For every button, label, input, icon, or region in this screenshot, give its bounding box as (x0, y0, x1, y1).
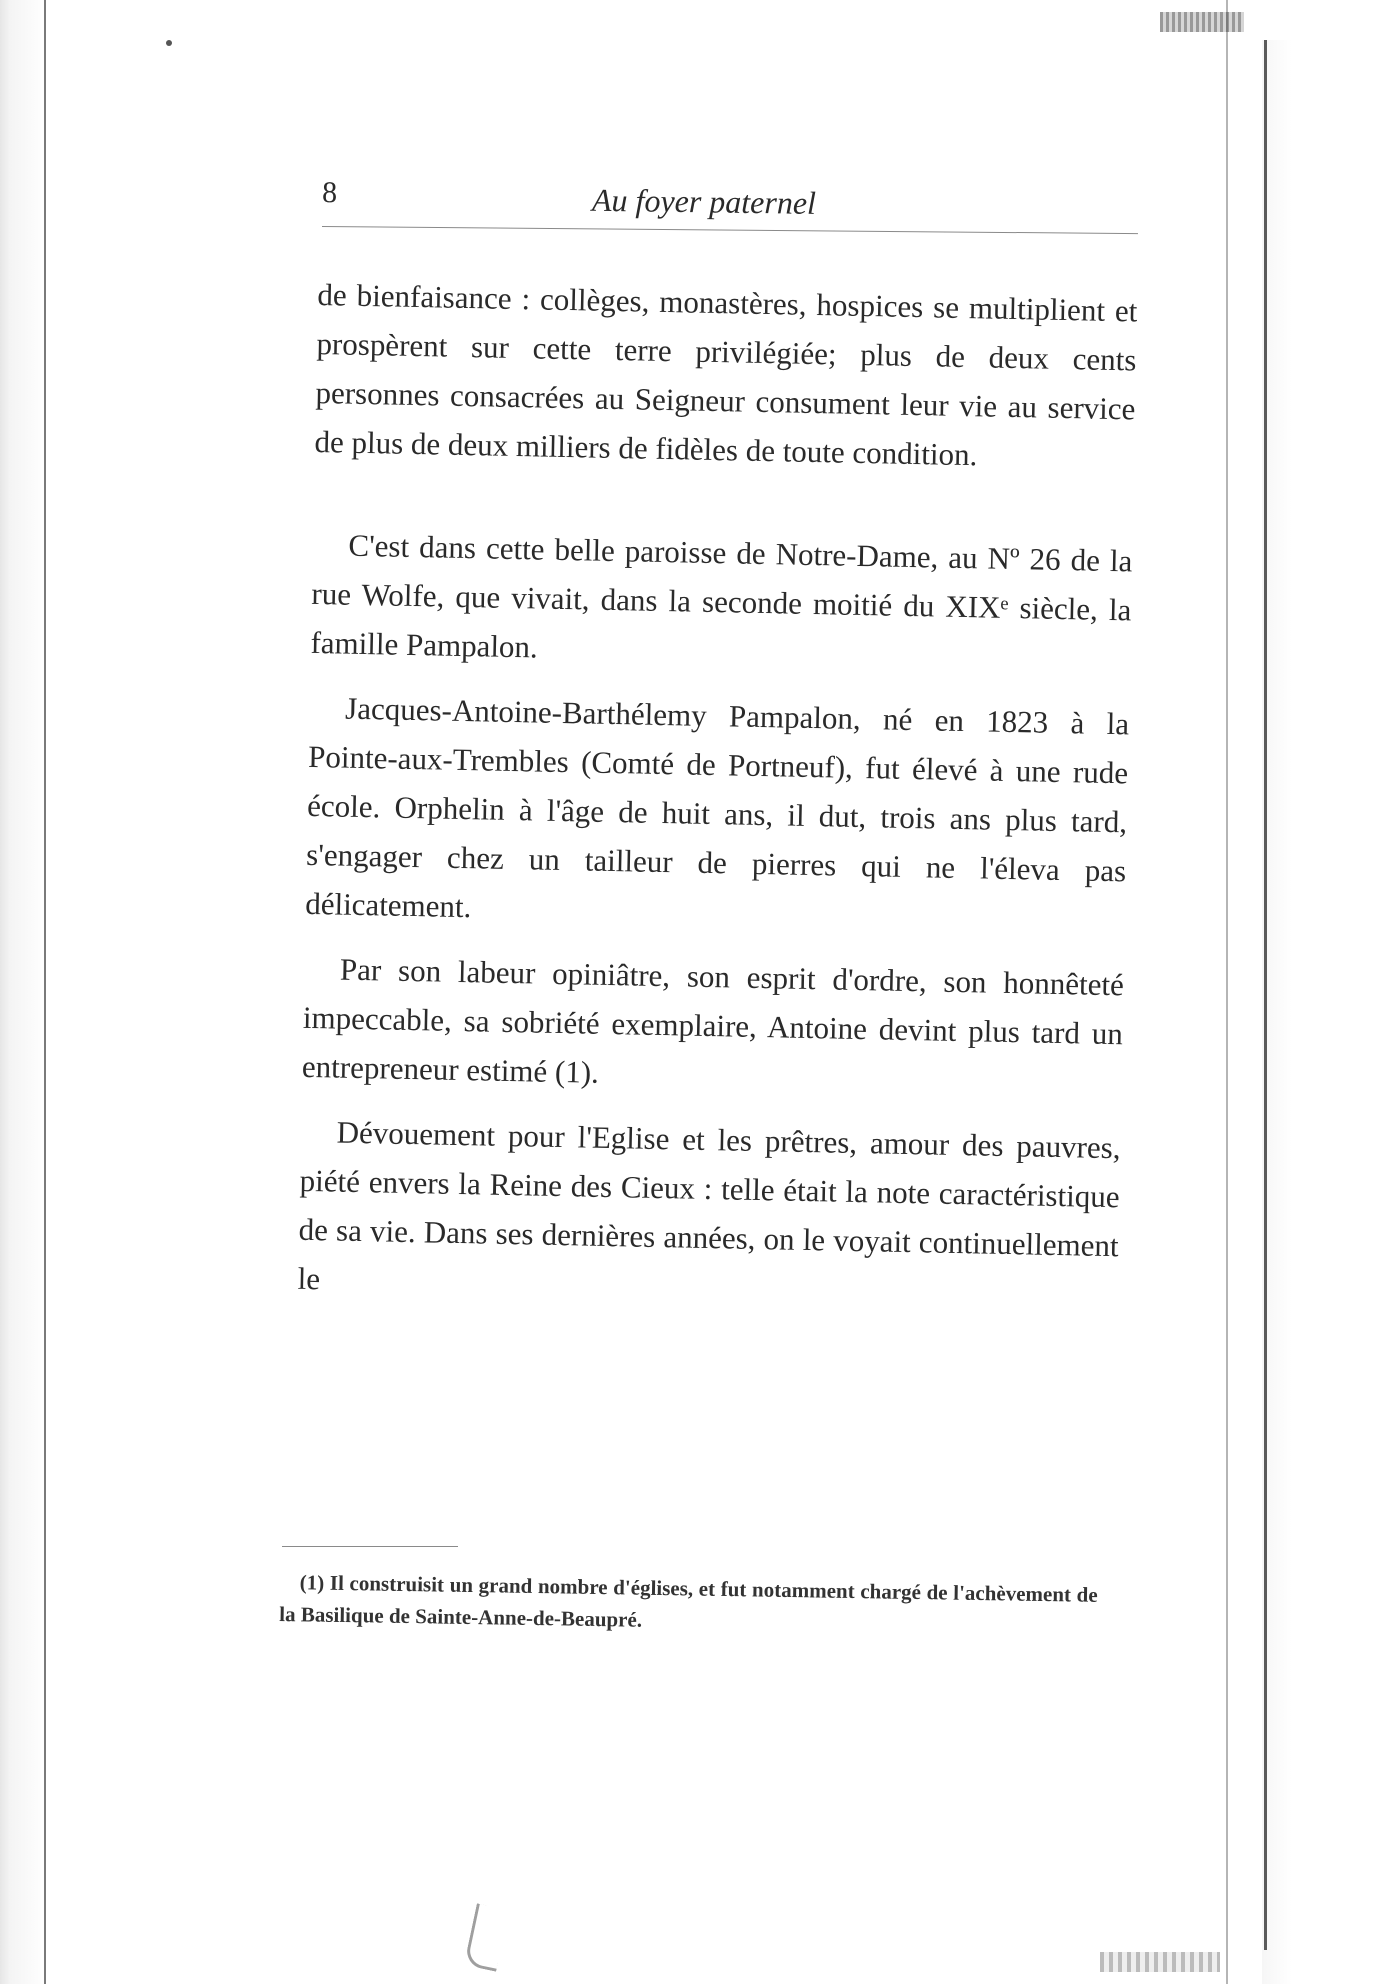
scan-speck (166, 40, 172, 46)
scan-corner-mark (1160, 12, 1244, 32)
page-number: 8 (321, 176, 338, 210)
scan-left-margin (0, 0, 46, 1984)
scan-bottom-right-mark (1100, 1952, 1220, 1972)
footnote-rule (282, 1546, 458, 1547)
scan-right-edge-line (1264, 40, 1267, 1950)
paragraph-1: de bienfaisance : collèges, monastères, hospices se multiplient et prospèrent sur cette terre privilégiée; plus de deux cents personnes consacrées au Seigneur consument leur vie au service de plus de deux milliers de fidèles de toute condition. (314, 276, 1138, 473)
scan-facing-page-edge (1262, 40, 1384, 1984)
paragraph-2: C'est dans cette belle paroisse de Notre-Dame, au Nº 26 de la rue Wolfe, que vivait, dans la seconde moitié du XIXᵉ siècle, la famille Pampalon. (310, 527, 1133, 665)
running-head (322, 176, 1133, 237)
running-title: Au foyer paternel (591, 181, 817, 221)
paragraph-4: Par son labeur opiniâtre, son esprit d'ordre, son honnêteté impeccable, sa sobriété exemplaire, Antoine devint plus tard un entrepreneur estimé (1). (301, 951, 1125, 1090)
scan-bottom-mark (464, 1903, 509, 1971)
body-text (297, 270, 1138, 1319)
footnote-marker: (1) (299, 1570, 325, 1595)
footnote-text: Il construisit un grand nombre d'églises, et fut notamment chargé de l'achèvement de la Basilique de Sainte-Anne-de-Beaupré. (279, 1570, 1098, 1632)
scan-left-edge-line (44, 0, 46, 1984)
footnote (279, 1566, 1098, 1643)
paragraph-5: Dévouement pour l'Eglise et les prêtres, amour des pauvres, piété envers la Reine des Cieux : telle était la note caractéristique de sa vie. Dans ses dernières années, on le voyait continuellement le (297, 1114, 1121, 1297)
scan-right-guide-line (1226, 0, 1228, 1984)
paragraph-3: Jacques-Antoine-Barthélemy Pampalon, né en 1823 à la Pointe-aux-Trembles (Comté de Portneuf), fut élevé à une rude école. Orphelin à l'âge de huit ans, il dut, trois ans plus tard, s'engager chez un tailleur de pierres qui ne l'éleva pas délicatement. (304, 690, 1130, 925)
